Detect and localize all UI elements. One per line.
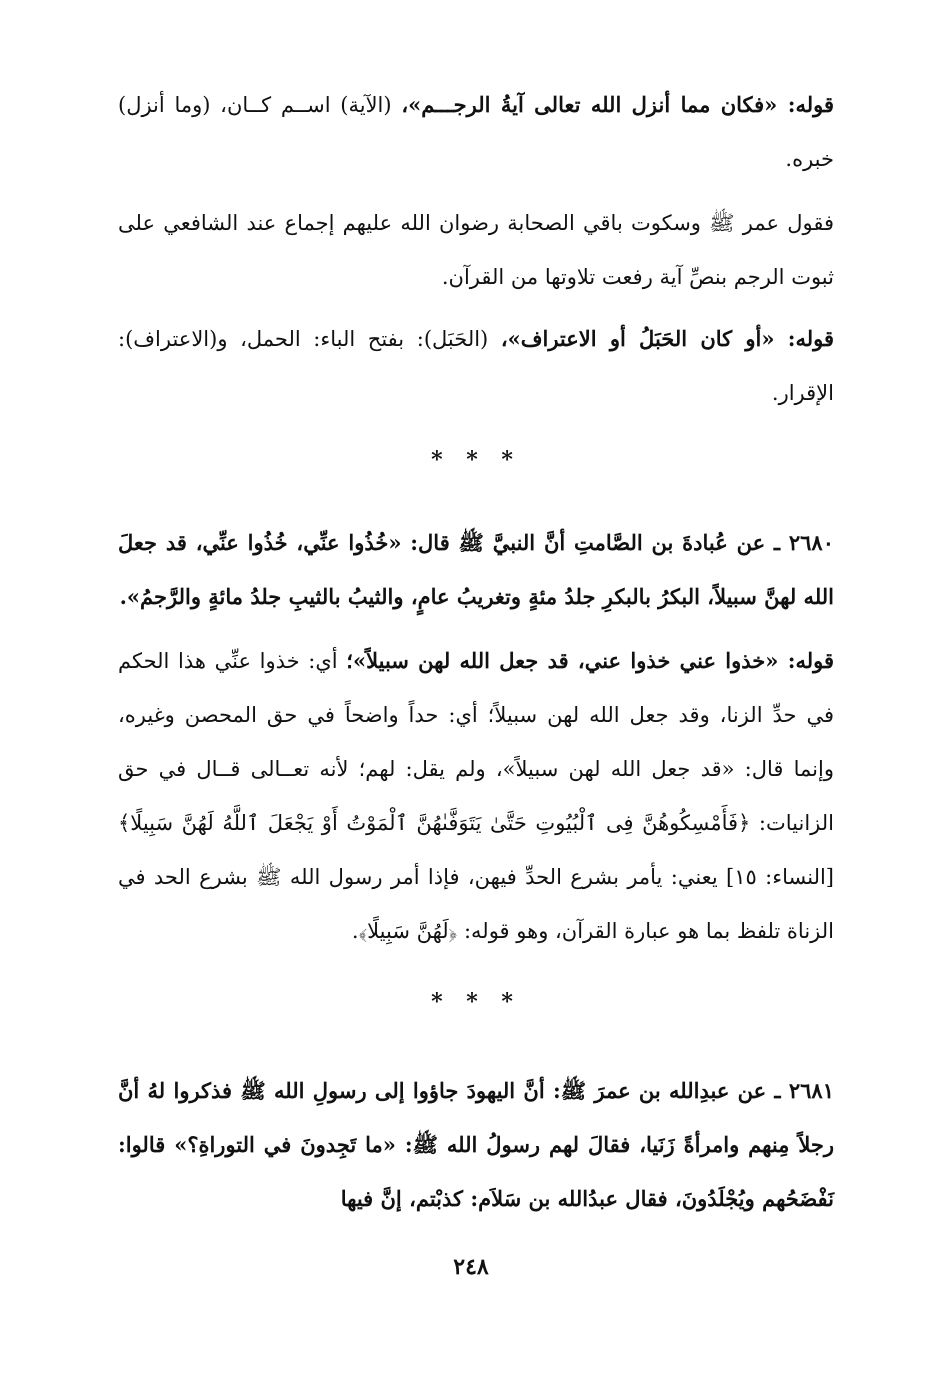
hadith-2681: ٢٦٨١ ـ عن عبدِالله بن عمرَ ﷺ: أنَّ اليهودَ جاؤوا إلى رسولِ الله ﷺ فذكروا لهُ أنَّ رجلاً مِنهم وامرأةً زَنَيا، فقالَ لهم رسولُ الله ﷺ: «ما تَجِدونَ في التوراةِ؟» قالوا: نَفْضَحُهم ويُجْلَدُونَ، فقال عبدُالله بن سَلاَم: كذبْتم، إنَّ فيها xyxy=(118,1078,834,1211)
quoted-phrase: قوله: «أو كان الحَبَلُ أو الاعتراف»، xyxy=(500,326,834,351)
quoted-phrase: قوله: «خذوا عني خذوا عني، قد جعل الله لهن سبيلاً»؛ xyxy=(346,648,834,673)
commentary-text: (الآية) اســم كــان، (وما أنزل) خبره. xyxy=(118,93,834,171)
section-separator: * * * xyxy=(431,447,521,473)
commentary-paragraph-3 xyxy=(118,312,834,420)
commentary-text: (الحَبَل): بفتح الباء: الحمل، و(الاعتراف): الإقرار. xyxy=(118,327,834,405)
page-body xyxy=(118,78,834,1226)
commentary-paragraph-2: فقول عمر ﷺ وسكوت باقي الصحابة رضوان الله عليهم إجماع عند الشافعي على ثبوت الرجم بنصِّ آية رفعت تلاوتها من القرآن. xyxy=(118,211,834,289)
section-separator: * * * xyxy=(431,989,521,1015)
commentary-paragraph-1 xyxy=(118,78,834,186)
page-number: ٢٤٨ xyxy=(453,1254,489,1280)
hadith-2680: ٢٦٨٠ ـ عن عُبادةَ بن الصَّامتِ أنَّ النبيَّ ﷺ قال: «خُذُوا عنِّي، خُذُوا عنِّي، قد جعلَ الله لهنَّ سبيلاً، البكرُ بالبكرِ جلدُ مئةٍ وتغريبُ عامٍ، والثيبُ بالثيبِ جلدُ مائةٍ والرَّجمُ». xyxy=(118,530,834,609)
commentary-2680 xyxy=(118,634,834,958)
commentary-text: أي: خذوا عنِّي هذا الحكم في حدِّ الزنا، وقد جعل الله لهن سبيلاً؛ أي: حداً واضحاً في حق المحصن وغيره، وإنما قال: «قد جعل الله لهن سبيلاً»، ولم يقل: لهم؛ لأنه تعــالى قــال في حق الزانيات: ﴿فَأَمْسِكُوهُنَّ فِى ٱلْبُيُوتِ حَتَّىٰ يَتَوَفَّىٰهُنَّ ٱلْمَوْتُ أَوْ يَجْعَلَ ٱللَّهُ لَهُنَّ سَبِيلًا﴾[النساء: ١٥] يعني: يأمر بشرع الحدِّ فيهن، فإذا أمر رسول الله ﷺ بشرع الحد في الزناة تلفظ بما هو عبارة القرآن، وهو قوله: ﴿لَهُنَّ سَبِيلًا﴾. xyxy=(118,649,834,943)
quoted-phrase: قوله: «فكان مما أنزل الله تعالى آيةُ الرجـــم»، xyxy=(401,92,834,117)
